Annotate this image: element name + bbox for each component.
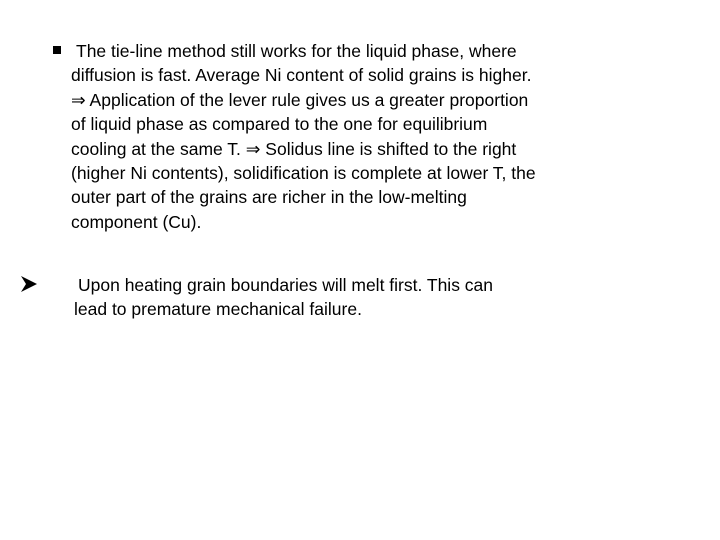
bullet-2-line-2: lead to premature mechanical failure. xyxy=(74,299,362,320)
bullet-2-line-1: Upon heating grain boundaries will melt first. This can xyxy=(78,275,494,295)
bullet-1-line-2: diffusion is fast. Average Ni content of solid grains is higher. xyxy=(71,65,532,86)
bullet-1-line-5: cooling at the same T. ⇒ Solidus line is shifted to the right xyxy=(71,138,517,159)
bullet-1-line-8: component (Cu). xyxy=(71,211,202,232)
bullet-1-line-4: of liquid phase as compared to the one for equilibrium xyxy=(71,114,488,135)
bullet-1-line-7: outer part of the grains are richer in the low-melting xyxy=(71,187,467,208)
bullet-item-2 xyxy=(20,273,640,322)
arrowhead-bullet-icon xyxy=(20,273,40,297)
bullet-1-line-1: The tie-line method still works for the liquid phase, where xyxy=(76,41,517,61)
bullet-1-line-6: (higher Ni contents), solidification is complete at lower T, the xyxy=(71,163,536,184)
square-bullet-icon xyxy=(53,46,61,54)
bullet-item-1 xyxy=(48,39,648,234)
bullet-1-line-3: ⇒ Application of the lever rule gives us a greater proportion xyxy=(71,89,529,110)
